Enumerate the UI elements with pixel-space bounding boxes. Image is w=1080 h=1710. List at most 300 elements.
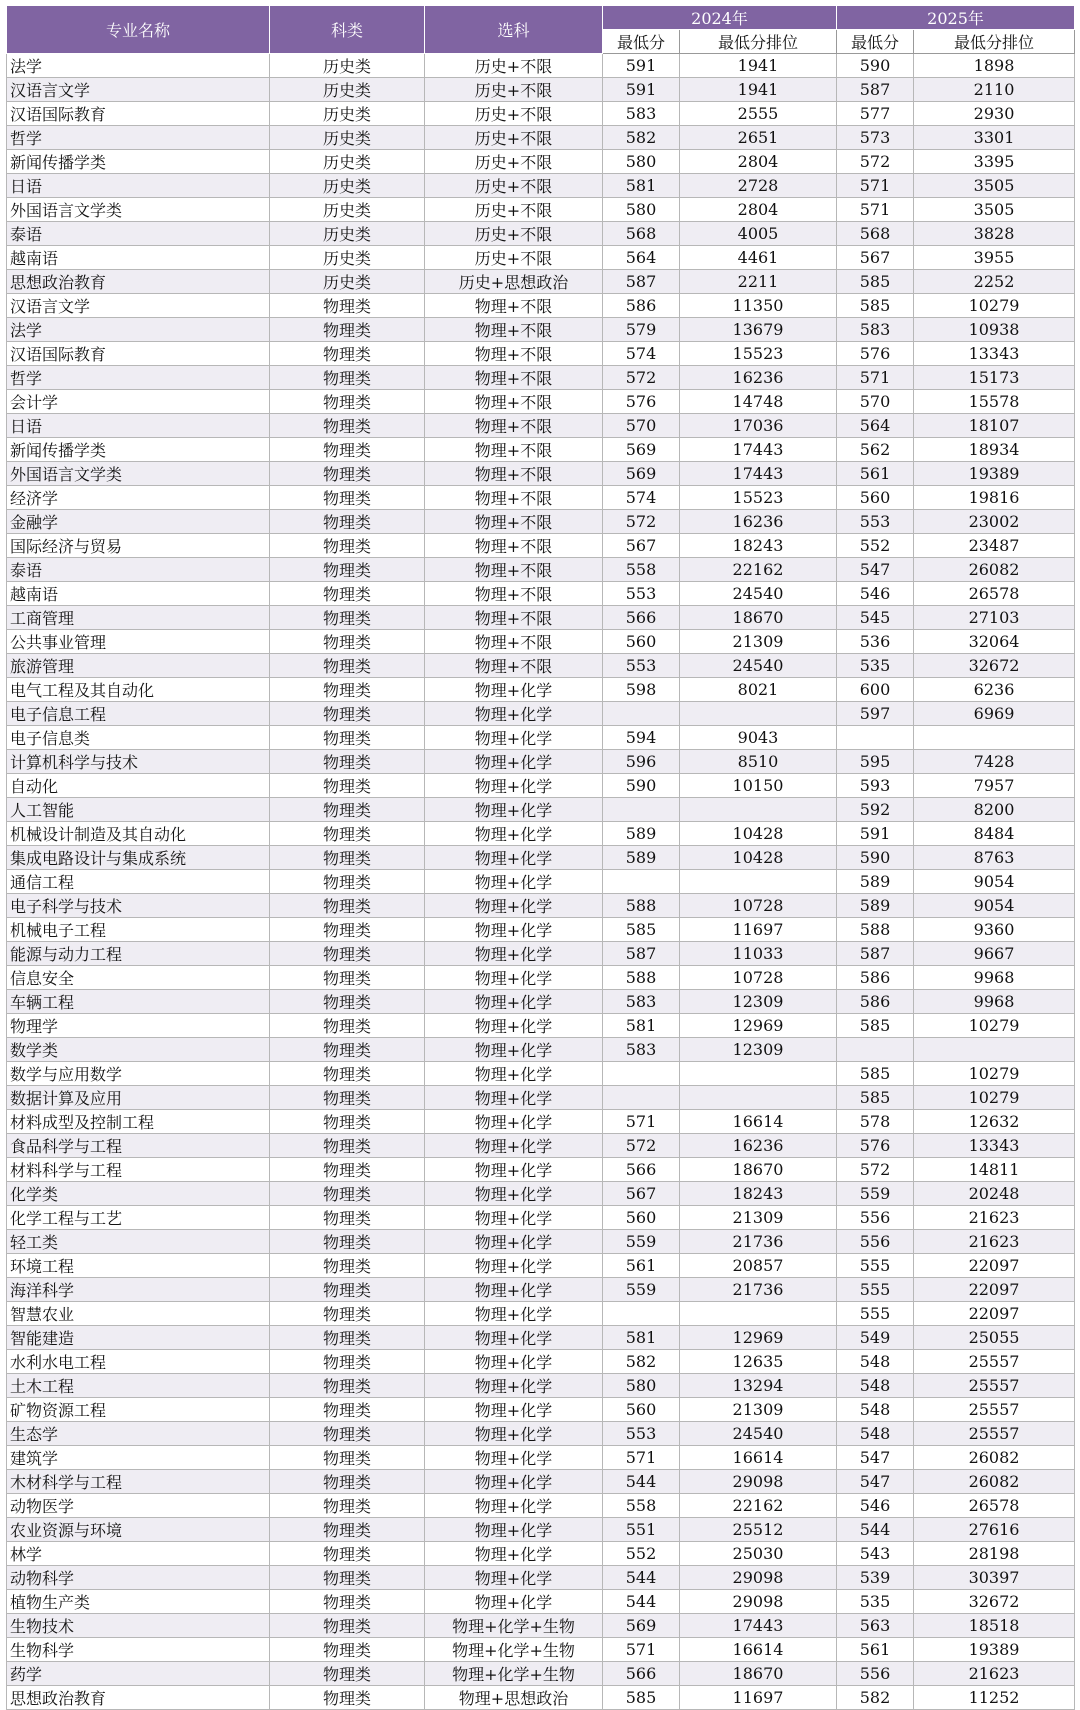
major-name-cell: 林学 [7,1542,270,1566]
min-score-2025-cell: 539 [837,1566,914,1590]
min-score-2025-cell: 585 [837,1014,914,1038]
category-cell: 物理类 [270,1662,425,1686]
major-name-cell: 农业资源与环境 [7,1518,270,1542]
col-header-subjects: 选科 [425,6,603,54]
major-name-cell: 物理学 [7,1014,270,1038]
col-header-2025-min-rank: 最低分排位 [914,30,1075,54]
table-row [7,870,1075,894]
table-row [7,942,1075,966]
min-rank-2024-cell: 20857 [680,1254,837,1278]
min-score-2025-cell [837,726,914,750]
min-rank-2024-cell: 24540 [680,1422,837,1446]
subject-requirement-cell: 物理+化学 [425,1374,603,1398]
subject-requirement-cell: 物理+化学 [425,990,603,1014]
min-rank-2024-cell: 2728 [680,174,837,198]
subject-requirement-cell: 物理+化学 [425,1566,603,1590]
min-rank-2025-cell: 25557 [914,1374,1075,1398]
major-name-cell: 轻工类 [7,1230,270,1254]
min-rank-2024-cell: 29098 [680,1590,837,1614]
major-name-cell: 机械电子工程 [7,918,270,942]
min-score-2025-cell: 547 [837,1470,914,1494]
min-rank-2024-cell: 18670 [680,1662,837,1686]
min-rank-2024-cell: 21736 [680,1278,837,1302]
min-rank-2024-cell: 22162 [680,1494,837,1518]
major-name-cell: 数学与应用数学 [7,1062,270,1086]
min-rank-2025-cell: 9968 [914,990,1075,1014]
min-rank-2025-cell: 1898 [914,54,1075,78]
major-name-cell: 计算机科学与技术 [7,750,270,774]
category-cell: 物理类 [270,1686,425,1710]
min-rank-2025-cell: 19389 [914,462,1075,486]
min-score-2024-cell: 571 [603,1638,680,1662]
min-score-2025-cell: 535 [837,654,914,678]
min-score-2025-cell: 600 [837,678,914,702]
min-score-2025-cell: 548 [837,1398,914,1422]
subject-requirement-cell: 物理+化学 [425,1038,603,1062]
table-row [7,1638,1075,1662]
major-name-cell: 电子科学与技术 [7,894,270,918]
min-score-2025-cell: 561 [837,1638,914,1662]
min-score-2025-cell: 553 [837,510,914,534]
min-score-2025-cell: 564 [837,414,914,438]
min-rank-2024-cell: 18670 [680,1158,837,1182]
min-score-2025-cell: 547 [837,558,914,582]
category-cell: 物理类 [270,1110,425,1134]
subject-requirement-cell: 历史+不限 [425,54,603,78]
table-row [7,366,1075,390]
subject-requirement-cell: 物理+化学 [425,678,603,702]
min-rank-2024-cell: 12969 [680,1326,837,1350]
major-name-cell: 动物医学 [7,1494,270,1518]
table-row [7,702,1075,726]
table-row [7,1062,1075,1086]
category-cell: 物理类 [270,1014,425,1038]
subject-requirement-cell: 物理+不限 [425,654,603,678]
category-cell: 历史类 [270,174,425,198]
min-score-2024-cell: 580 [603,150,680,174]
min-score-2025-cell: 586 [837,966,914,990]
category-cell: 物理类 [270,510,425,534]
min-rank-2025-cell: 21623 [914,1206,1075,1230]
subject-requirement-cell: 物理+不限 [425,630,603,654]
subject-requirement-cell: 物理+化学 [425,1518,603,1542]
min-rank-2025-cell: 28198 [914,1542,1075,1566]
min-score-2025-cell: 548 [837,1350,914,1374]
major-name-cell: 日语 [7,414,270,438]
table-row [7,1470,1075,1494]
subject-requirement-cell: 物理+不限 [425,318,603,342]
min-rank-2025-cell: 7957 [914,774,1075,798]
major-name-cell: 汉语言文学 [7,78,270,102]
category-cell: 历史类 [270,198,425,222]
major-name-cell: 汉语言文学 [7,294,270,318]
min-score-2024-cell: 558 [603,558,680,582]
min-rank-2024-cell: 10428 [680,822,837,846]
min-rank-2025-cell: 15173 [914,366,1075,390]
table-row [7,1686,1075,1710]
min-rank-2024-cell: 2804 [680,198,837,222]
table-row [7,654,1075,678]
min-rank-2024-cell: 18243 [680,534,837,558]
subject-requirement-cell: 物理+化学 [425,1302,603,1326]
subject-requirement-cell: 物理+化学 [425,966,603,990]
category-cell: 物理类 [270,1086,425,1110]
min-rank-2025-cell: 26082 [914,1446,1075,1470]
subject-requirement-cell: 物理+化学 [425,1590,603,1614]
major-name-cell: 国际经济与贸易 [7,534,270,558]
category-cell: 物理类 [270,798,425,822]
category-cell: 物理类 [270,606,425,630]
min-rank-2024-cell: 24540 [680,654,837,678]
min-rank-2024-cell: 15523 [680,486,837,510]
category-cell: 历史类 [270,222,425,246]
category-cell: 物理类 [270,462,425,486]
table-row [7,558,1075,582]
min-score-2024-cell: 561 [603,1254,680,1278]
min-score-2025-cell: 591 [837,822,914,846]
min-rank-2024-cell: 1941 [680,78,837,102]
min-score-2024-cell [603,1302,680,1326]
major-name-cell: 越南语 [7,582,270,606]
category-cell: 物理类 [270,1638,425,1662]
min-score-2025-cell: 571 [837,198,914,222]
min-rank-2024-cell: 16236 [680,366,837,390]
min-rank-2025-cell: 13343 [914,1134,1075,1158]
min-score-2024-cell: 589 [603,846,680,870]
min-rank-2025-cell: 9054 [914,870,1075,894]
category-cell: 历史类 [270,150,425,174]
major-name-cell: 外国语言文学类 [7,198,270,222]
table-row [7,222,1075,246]
subject-requirement-cell: 物理+化学 [425,1494,603,1518]
subject-requirement-cell: 物理+化学 [425,1182,603,1206]
major-name-cell: 化学类 [7,1182,270,1206]
min-rank-2024-cell [680,870,837,894]
category-cell: 物理类 [270,582,425,606]
subject-requirement-cell: 物理+化学 [425,1062,603,1086]
category-cell: 物理类 [270,1542,425,1566]
table-row [7,78,1075,102]
major-name-cell: 旅游管理 [7,654,270,678]
category-cell: 物理类 [270,990,425,1014]
min-rank-2025-cell: 32672 [914,1590,1075,1614]
subject-requirement-cell: 物理+化学 [425,750,603,774]
min-score-2025-cell: 546 [837,582,914,606]
min-rank-2024-cell: 25030 [680,1542,837,1566]
table-row [7,606,1075,630]
subject-requirement-cell: 物理+化学+生物 [425,1614,603,1638]
subject-requirement-cell: 物理+不限 [425,438,603,462]
subject-requirement-cell: 物理+不限 [425,414,603,438]
min-score-2024-cell: 591 [603,54,680,78]
min-rank-2024-cell: 17443 [680,438,837,462]
category-cell: 物理类 [270,1494,425,1518]
category-cell: 物理类 [270,1254,425,1278]
min-score-2025-cell: 552 [837,534,914,558]
min-score-2025-cell: 592 [837,798,914,822]
major-name-cell: 电气工程及其自动化 [7,678,270,702]
min-rank-2024-cell: 17443 [680,1614,837,1638]
min-score-2024-cell [603,870,680,894]
min-rank-2024-cell: 21736 [680,1230,837,1254]
min-rank-2024-cell: 4461 [680,246,837,270]
min-rank-2025-cell: 11252 [914,1686,1075,1710]
min-score-2024-cell: 559 [603,1230,680,1254]
major-name-cell: 思想政治教育 [7,1686,270,1710]
category-cell: 物理类 [270,1326,425,1350]
min-rank-2024-cell: 21309 [680,1206,837,1230]
min-rank-2025-cell: 10279 [914,1014,1075,1038]
min-score-2024-cell: 567 [603,534,680,558]
table-row [7,846,1075,870]
category-cell: 物理类 [270,678,425,702]
min-score-2024-cell: 581 [603,1014,680,1038]
major-name-cell: 生态学 [7,1422,270,1446]
category-cell: 物理类 [270,918,425,942]
min-rank-2024-cell: 21309 [680,1398,837,1422]
table-row [7,990,1075,1014]
min-score-2024-cell: 579 [603,318,680,342]
table-body [7,54,1075,1710]
min-rank-2024-cell: 13294 [680,1374,837,1398]
min-rank-2025-cell: 15578 [914,390,1075,414]
min-score-2024-cell: 596 [603,750,680,774]
min-score-2025-cell: 567 [837,246,914,270]
table-row [7,798,1075,822]
col-header-year-2025: 2025年 [837,6,1075,30]
major-name-cell: 建筑学 [7,1446,270,1470]
major-name-cell: 电子信息工程 [7,702,270,726]
min-score-2024-cell: 568 [603,222,680,246]
min-score-2025-cell: 556 [837,1230,914,1254]
subject-requirement-cell: 物理+化学 [425,1014,603,1038]
min-score-2024-cell: 551 [603,1518,680,1542]
min-rank-2024-cell: 22162 [680,558,837,582]
min-score-2025-cell: 547 [837,1446,914,1470]
min-rank-2025-cell: 23487 [914,534,1075,558]
major-name-cell: 汉语国际教育 [7,342,270,366]
min-rank-2024-cell [680,1086,837,1110]
min-rank-2025-cell: 9968 [914,966,1075,990]
major-name-cell: 电子信息类 [7,726,270,750]
major-name-cell: 新闻传播学类 [7,438,270,462]
category-cell: 物理类 [270,1230,425,1254]
major-name-cell: 日语 [7,174,270,198]
category-cell: 物理类 [270,1062,425,1086]
subject-requirement-cell: 物理+化学 [425,702,603,726]
category-cell: 物理类 [270,1422,425,1446]
subject-requirement-cell: 物理+不限 [425,486,603,510]
subject-requirement-cell: 物理+化学 [425,798,603,822]
major-name-cell: 金融学 [7,510,270,534]
min-score-2025-cell: 585 [837,294,914,318]
min-score-2025-cell: 555 [837,1254,914,1278]
col-header-2024-min-rank: 最低分排位 [680,30,837,54]
min-score-2025-cell: 555 [837,1278,914,1302]
min-rank-2025-cell: 3955 [914,246,1075,270]
min-score-2025-cell: 595 [837,750,914,774]
min-rank-2024-cell: 12309 [680,1038,837,1062]
major-name-cell: 数据计算及应用 [7,1086,270,1110]
major-name-cell: 法学 [7,54,270,78]
table-row [7,1662,1075,1686]
min-score-2024-cell: 587 [603,942,680,966]
min-score-2025-cell: 535 [837,1590,914,1614]
subject-requirement-cell: 物理+化学 [425,774,603,798]
table-row [7,1278,1075,1302]
min-score-2024-cell: 585 [603,918,680,942]
subject-requirement-cell: 物理+化学 [425,1230,603,1254]
min-rank-2024-cell: 8510 [680,750,837,774]
min-rank-2024-cell: 18670 [680,606,837,630]
major-name-cell: 经济学 [7,486,270,510]
min-rank-2025-cell: 10938 [914,318,1075,342]
min-score-2024-cell: 576 [603,390,680,414]
table-row [7,198,1075,222]
col-header-category: 科类 [270,6,425,54]
min-rank-2024-cell: 10728 [680,894,837,918]
min-score-2024-cell: 591 [603,78,680,102]
min-score-2024-cell: 553 [603,582,680,606]
min-score-2025-cell: 556 [837,1206,914,1230]
min-score-2025-cell: 548 [837,1422,914,1446]
major-name-cell: 智能建造 [7,1326,270,1350]
table-row [7,1518,1075,1542]
major-name-cell: 数学类 [7,1038,270,1062]
min-score-2024-cell: 590 [603,774,680,798]
min-score-2024-cell: 588 [603,894,680,918]
min-rank-2024-cell [680,798,837,822]
min-score-2024-cell: 544 [603,1590,680,1614]
subject-requirement-cell: 物理+化学 [425,942,603,966]
subject-requirement-cell: 物理+不限 [425,366,603,390]
subject-requirement-cell: 物理+不限 [425,558,603,582]
major-name-cell: 哲学 [7,366,270,390]
subject-requirement-cell: 物理+不限 [425,510,603,534]
subject-requirement-cell: 历史+不限 [425,174,603,198]
table-row [7,54,1075,78]
subject-requirement-cell: 物理+化学 [425,846,603,870]
min-rank-2025-cell: 26578 [914,1494,1075,1518]
table-row [7,630,1075,654]
table-row [7,270,1075,294]
min-rank-2025-cell: 3395 [914,150,1075,174]
min-rank-2025-cell: 2252 [914,270,1075,294]
category-cell: 物理类 [270,1590,425,1614]
table-row [7,1374,1075,1398]
table-row [7,726,1075,750]
min-rank-2025-cell: 19389 [914,1638,1075,1662]
subject-requirement-cell: 历史+不限 [425,246,603,270]
min-rank-2025-cell: 18934 [914,438,1075,462]
min-score-2024-cell: 581 [603,174,680,198]
table-row [7,1446,1075,1470]
min-rank-2025-cell: 25557 [914,1422,1075,1446]
major-name-cell: 集成电路设计与集成系统 [7,846,270,870]
table-row [7,246,1075,270]
min-score-2024-cell: 564 [603,246,680,270]
min-score-2024-cell: 560 [603,630,680,654]
category-cell: 物理类 [270,942,425,966]
table-row [7,414,1075,438]
min-score-2025-cell: 545 [837,606,914,630]
min-rank-2025-cell: 9360 [914,918,1075,942]
table-row [7,1158,1075,1182]
min-rank-2024-cell: 25512 [680,1518,837,1542]
major-name-cell: 环境工程 [7,1254,270,1278]
category-cell: 历史类 [270,270,425,294]
min-score-2025-cell: 585 [837,270,914,294]
category-cell: 物理类 [270,894,425,918]
category-cell: 物理类 [270,1134,425,1158]
min-score-2025-cell: 590 [837,54,914,78]
category-cell: 物理类 [270,1038,425,1062]
min-score-2025-cell: 543 [837,1542,914,1566]
subject-requirement-cell: 物理+不限 [425,390,603,414]
min-score-2025-cell: 544 [837,1518,914,1542]
subject-requirement-cell: 历史+不限 [425,150,603,174]
min-score-2024-cell: 588 [603,966,680,990]
min-score-2024-cell: 587 [603,270,680,294]
min-rank-2024-cell: 10428 [680,846,837,870]
min-rank-2025-cell: 23002 [914,510,1075,534]
min-score-2024-cell: 572 [603,366,680,390]
category-cell: 物理类 [270,1278,425,1302]
table-row [7,126,1075,150]
min-rank-2025-cell: 3828 [914,222,1075,246]
min-rank-2025-cell: 2930 [914,102,1075,126]
major-name-cell: 通信工程 [7,870,270,894]
table-row [7,1566,1075,1590]
header-row-top [7,6,1075,30]
min-rank-2025-cell: 9667 [914,942,1075,966]
min-score-2025-cell: 589 [837,870,914,894]
category-cell: 历史类 [270,246,425,270]
min-rank-2025-cell: 22097 [914,1254,1075,1278]
subject-requirement-cell: 历史+不限 [425,198,603,222]
min-rank-2025-cell [914,1038,1075,1062]
min-rank-2024-cell: 12635 [680,1350,837,1374]
min-score-2024-cell: 582 [603,1350,680,1374]
min-rank-2025-cell: 7428 [914,750,1075,774]
table-row [7,1398,1075,1422]
subject-requirement-cell: 物理+化学 [425,822,603,846]
table-row [7,678,1075,702]
min-rank-2024-cell: 12309 [680,990,837,1014]
major-name-cell: 汉语国际教育 [7,102,270,126]
min-rank-2025-cell: 32672 [914,654,1075,678]
table-row [7,438,1075,462]
major-name-cell: 法学 [7,318,270,342]
min-score-2025-cell: 549 [837,1326,914,1350]
min-score-2025-cell: 576 [837,342,914,366]
min-rank-2024-cell [680,1062,837,1086]
subject-requirement-cell: 物理+化学 [425,1134,603,1158]
min-score-2025-cell: 587 [837,78,914,102]
category-cell: 物理类 [270,438,425,462]
min-score-2024-cell: 553 [603,1422,680,1446]
major-name-cell: 化学工程与工艺 [7,1206,270,1230]
min-rank-2024-cell: 8021 [680,678,837,702]
min-score-2024-cell: 594 [603,726,680,750]
table-row [7,1038,1075,1062]
min-score-2024-cell [603,1086,680,1110]
subject-requirement-cell: 物理+化学+生物 [425,1638,603,1662]
table-row [7,510,1075,534]
min-rank-2024-cell: 21309 [680,630,837,654]
min-score-2024-cell: 558 [603,1494,680,1518]
category-cell: 物理类 [270,1350,425,1374]
